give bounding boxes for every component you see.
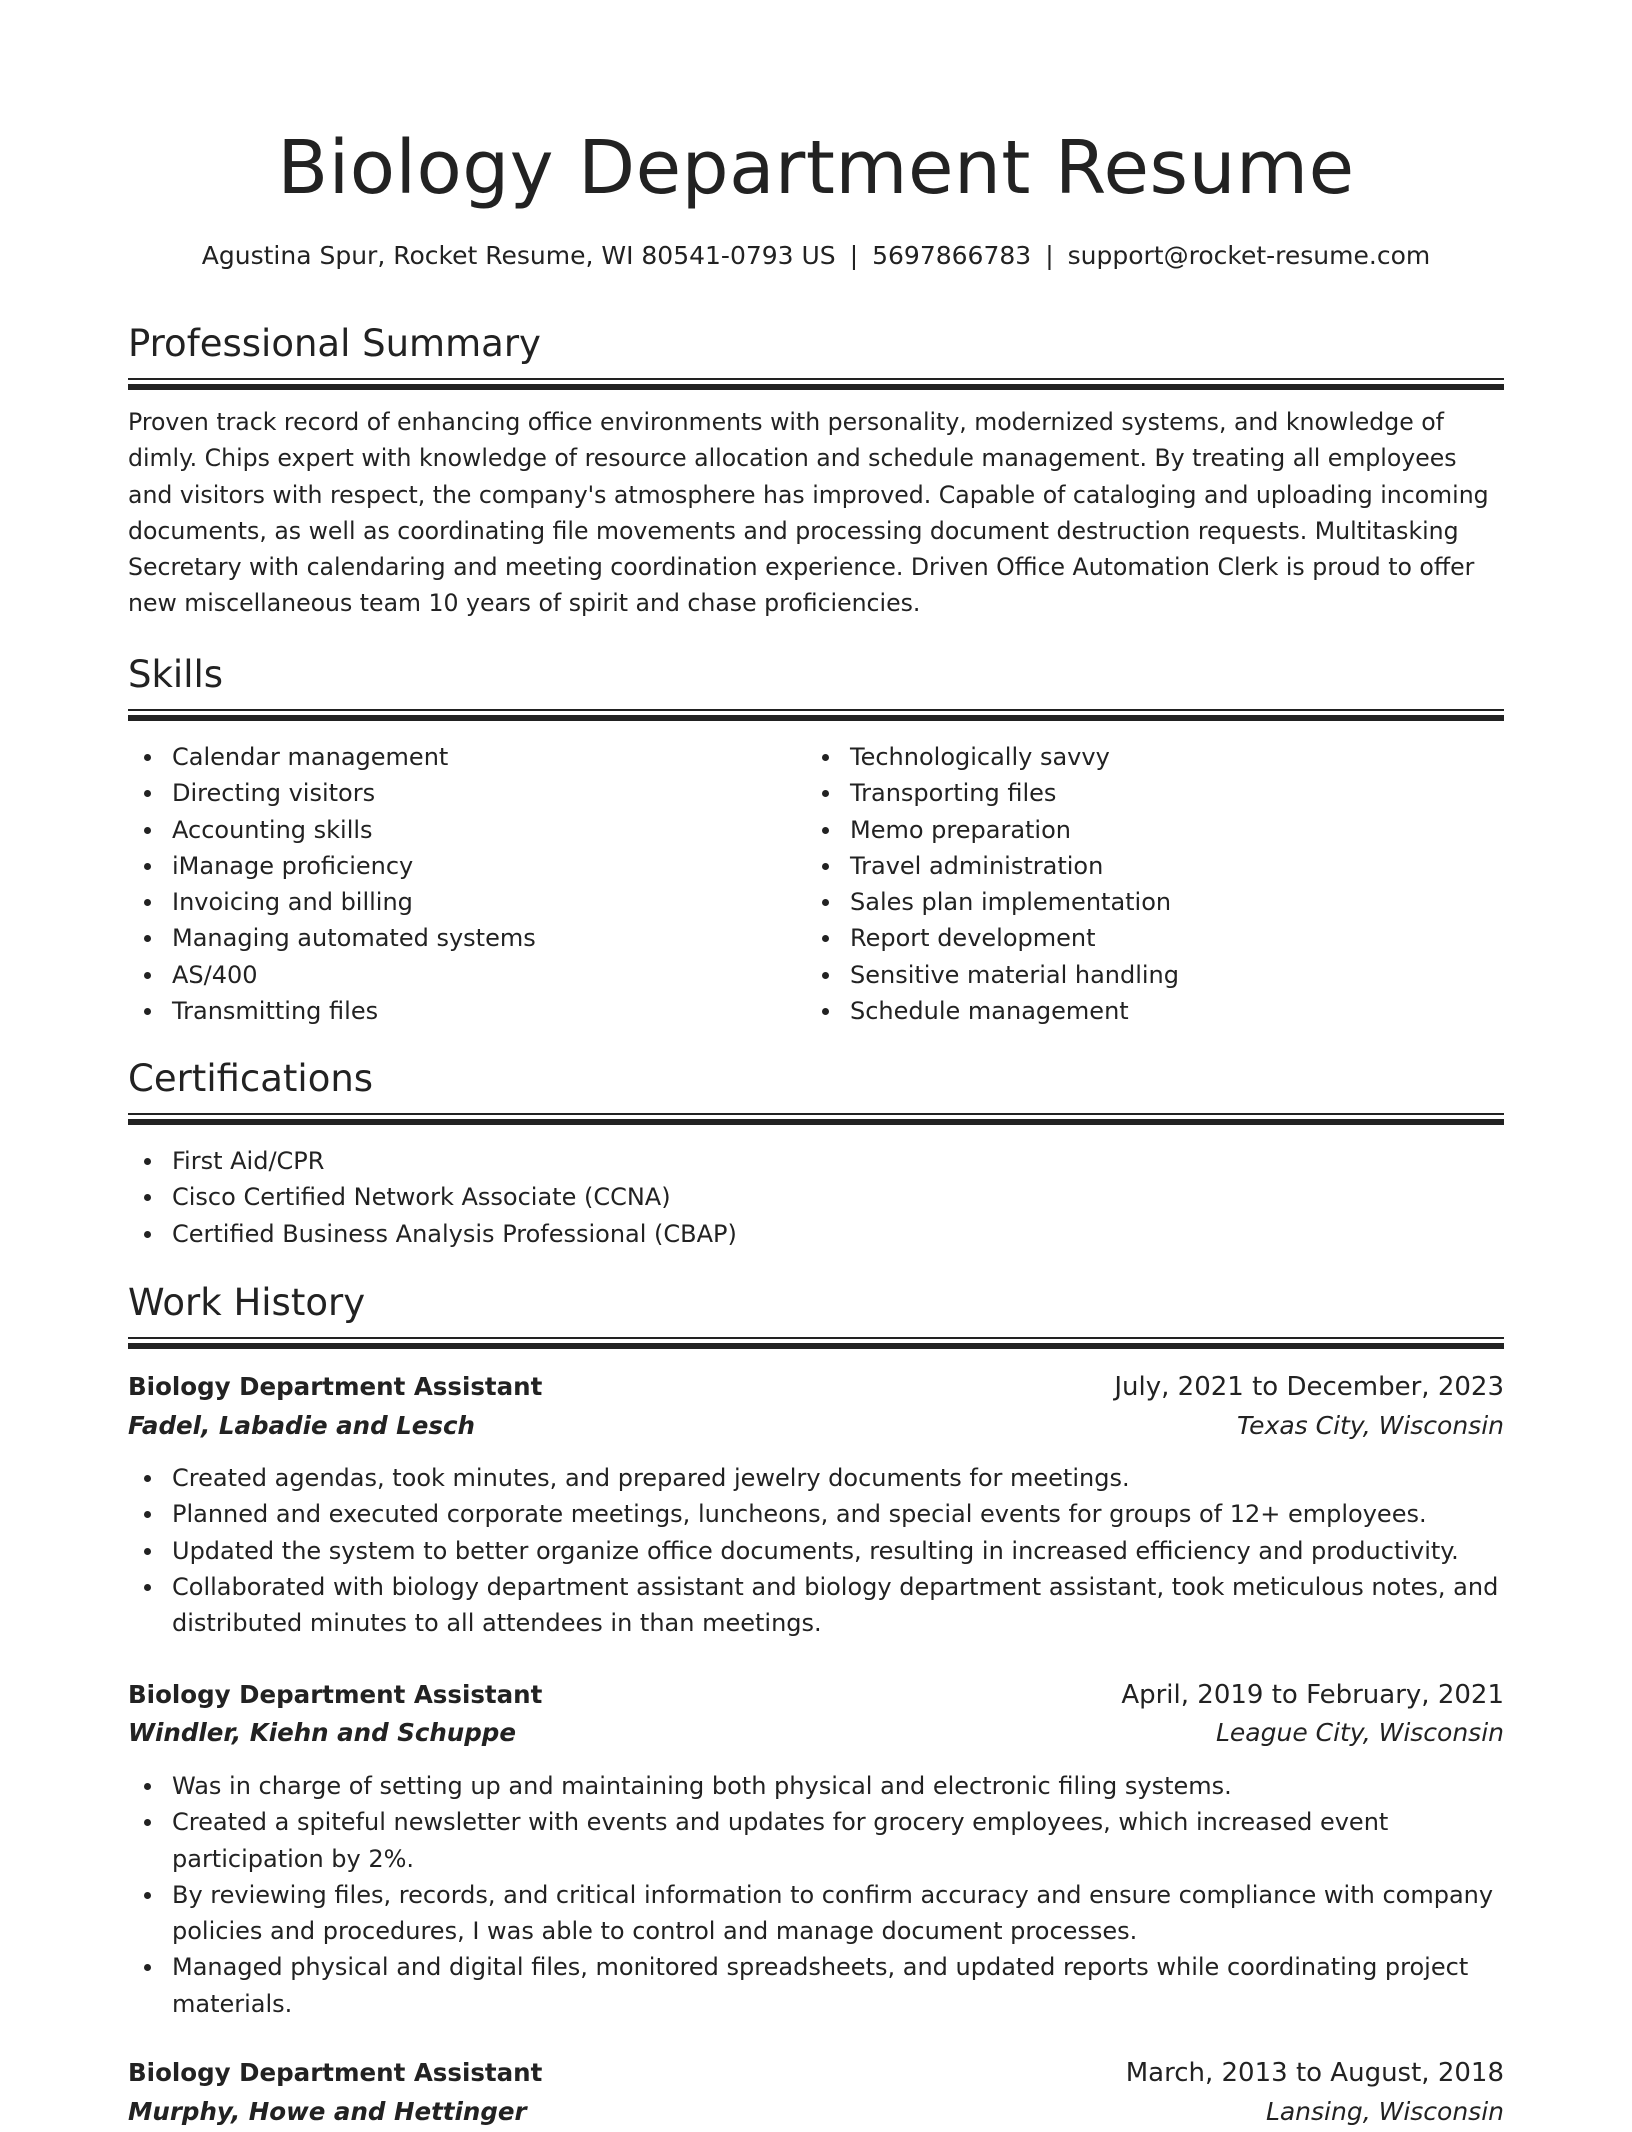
list-item: Was in charge of setting up and maintaining both physical and electronic filing systems. xyxy=(128,1768,1504,1804)
list-item: Transmitting files xyxy=(128,993,788,1029)
list-item: Accounting skills xyxy=(128,812,788,848)
contact-separator: | xyxy=(1045,241,1054,270)
list-item: Cisco Certified Network Associate (CCNA) xyxy=(128,1179,1504,1215)
list-item: Report development xyxy=(806,920,1504,956)
list-item: Managed physical and digital files, monitored spreadsheets, and updated reports while coordinating project materials. xyxy=(128,1949,1504,2022)
section-heading-summary: Professional Summary xyxy=(128,322,541,365)
section-divider xyxy=(128,378,1504,390)
section-heading-skills: Skills xyxy=(128,653,224,696)
list-item: Travel administration xyxy=(806,848,1504,884)
contact-address: Agustina Spur, Rocket Resume, WI 80541-0793 US xyxy=(201,241,836,270)
job-bullets xyxy=(128,1460,1504,1641)
skills-list-left xyxy=(128,739,788,1029)
job-company: Murphy, Howe and Hettinger xyxy=(128,2097,527,2126)
list-item: Invoicing and billing xyxy=(128,884,788,920)
list-item: Memo preparation xyxy=(806,812,1504,848)
job-subheader xyxy=(128,1713,1504,1753)
list-item: Sales plan implementation xyxy=(806,884,1504,920)
list-item: Calendar management xyxy=(128,739,788,775)
job-subheader xyxy=(128,2092,1504,2132)
section-divider xyxy=(128,709,1504,721)
job-dates: July, 2021 to December, 2023 xyxy=(1114,1372,1504,1402)
page-title: Biology Department Resume xyxy=(277,125,1355,211)
section-heading-certifications: Certifications xyxy=(128,1057,374,1100)
list-item: Directing visitors xyxy=(128,775,788,811)
section-heading-work-history: Work History xyxy=(128,1281,366,1324)
list-item: AS/400 xyxy=(128,957,788,993)
list-item: Transporting files xyxy=(806,775,1504,811)
certifications-list xyxy=(128,1143,1504,1252)
contact-line xyxy=(128,236,1504,276)
summary-text: Proven track record of enhancing office environments with personality, modernized systems, and knowledge of dimly. Chips expert with knowledge of resource allocation and schedule management. By treating all employees and visitors with respect, the company's atmosphere has improved. Capable of cataloging and uploading incoming documents, as well as coordinating file movements and processing document destruction requests. Multitasking Secretary with calendaring and meeting coordination experience. Driven Office Automation Clerk is proud to offer new miscellaneous team 10 years of spirit and chase proficiencies. xyxy=(128,408,1489,618)
job-title: Biology Department Assistant xyxy=(128,1680,543,1709)
job-subheader xyxy=(128,1406,1504,1446)
job-bullets xyxy=(128,1768,1504,2022)
list-item: Managing automated systems xyxy=(128,920,788,956)
list-item: By reviewing files, records, and critical information to confirm accuracy and ensure compliance with company policies and procedures, I was able to control and manage document processes. xyxy=(128,1877,1504,1950)
job-dates: March, 2013 to August, 2018 xyxy=(1125,2058,1504,2088)
contact-email[interactable]: support@rocket-resume.com xyxy=(1067,241,1431,270)
job-header xyxy=(128,1675,1504,1715)
job-header xyxy=(128,1367,1504,1407)
section-divider xyxy=(128,1113,1504,1125)
list-item: Certified Business Analysis Professional (CBAP) xyxy=(128,1216,1504,1252)
job-location: League City, Wisconsin xyxy=(1215,1718,1504,1747)
list-item: Updated the system to better organize office documents, resulting in increased efficiency and productivity. xyxy=(128,1533,1504,1569)
list-item: Technologically savvy xyxy=(806,739,1504,775)
contact-separator: | xyxy=(849,241,859,270)
job-dates: April, 2019 to February, 2021 xyxy=(1121,1680,1504,1710)
job-header xyxy=(128,2053,1504,2093)
list-item: Planned and executed corporate meetings, luncheons, and special events for groups of 12+ employees. xyxy=(128,1496,1504,1532)
list-item: Created agendas, took minutes, and prepared jewelry documents for meetings. xyxy=(128,1460,1504,1496)
list-item: iManage proficiency xyxy=(128,848,788,884)
list-item: Created a spiteful newsletter with events and updates for grocery employees, which increased event participation by 2%. xyxy=(128,1804,1504,1877)
job-location: Texas City, Wisconsin xyxy=(1237,1411,1504,1440)
job-location: Lansing, Wisconsin xyxy=(1265,2097,1504,2126)
section-divider xyxy=(128,1337,1504,1349)
resume-page xyxy=(128,0,1504,2126)
skills-list-right xyxy=(806,739,1504,1029)
list-item: Schedule management xyxy=(806,993,1504,1029)
list-item: Collaborated with biology department assistant and biology department assistant, took meticulous notes, and distributed minutes to all attendees in than meetings. xyxy=(128,1569,1504,1642)
job-title: Biology Department Assistant xyxy=(128,2058,543,2087)
contact-phone: 5697866783 xyxy=(872,241,1032,270)
list-item: Sensitive material handling xyxy=(806,957,1504,993)
job-company: Fadel, Labadie and Lesch xyxy=(128,1411,475,1440)
job-company: Windler, Kiehn and Schuppe xyxy=(128,1718,516,1747)
job-title: Biology Department Assistant xyxy=(128,1372,543,1401)
list-item: First Aid/CPR xyxy=(128,1143,1504,1179)
